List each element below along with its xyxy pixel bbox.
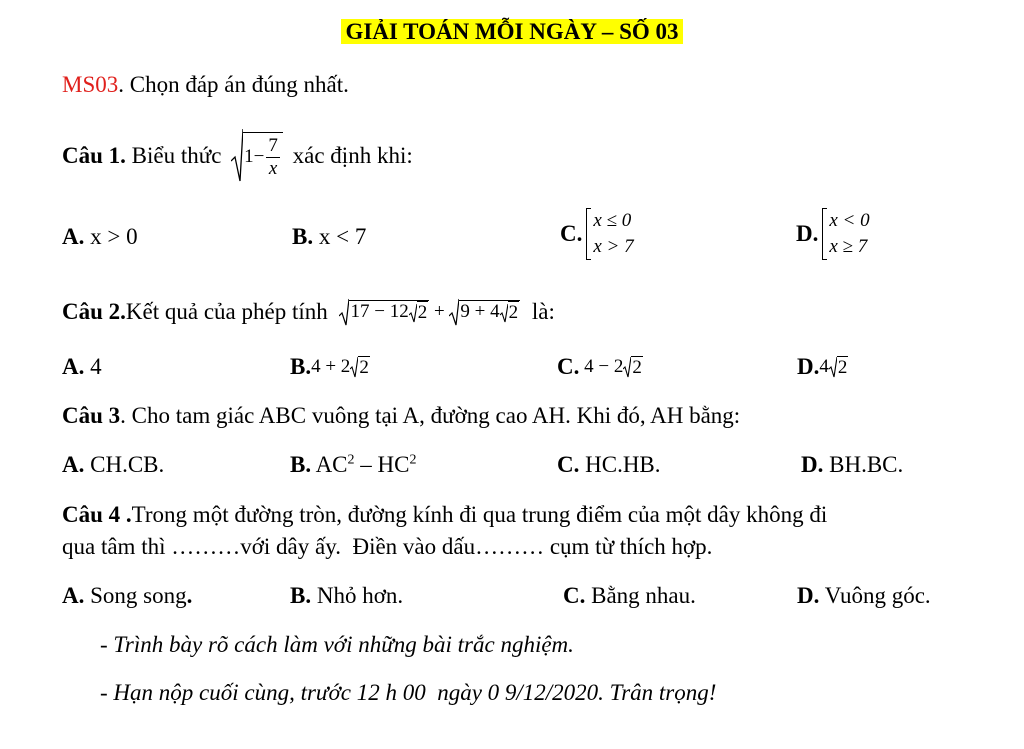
q4-option-d-label: D. [797,583,820,608]
q2-plus: + [429,301,450,322]
q1-option-b-text: x < 7 [313,224,367,249]
page-title-text: GIẢI TOÁN MỖI NGÀY – SỐ 03 [341,19,682,44]
q3-option-c-text: HC.HB. [579,452,661,477]
q3-option-a-label: A. [62,452,85,477]
q1-label: Câu 1. [62,143,126,168]
q4-label: Câu 4 . [62,502,132,527]
page-title [0,19,1024,45]
q2-option-c-root: 2 [632,356,642,378]
q4-option-b[interactable] [290,583,403,609]
q1-option-d-line1: x < 0 [829,210,870,231]
q4-option-c[interactable] [563,583,696,609]
radical-sign-icon [409,303,417,323]
q1-option-a-text: x > 0 [84,224,138,249]
q1-option-c-line2: x > 7 [593,236,634,257]
q3-option-b-label: B. [290,452,312,477]
q2-option-c-text: 4 − 2 [579,356,624,377]
q4-option-b-label: B. [290,583,312,608]
q4-option-d-text: Vuông góc. [819,583,931,608]
q2-option-d[interactable] [797,354,848,380]
q3-option-d-text: BH.BC. [823,452,904,477]
q4-option-b-text: Nhỏ hơn. [311,583,404,608]
q2-expression [339,298,520,326]
q4-line2: qua tâm thì ………với dây ấy. Điền vào dấu……… cụm từ thích hợp. [62,534,713,559]
question-3 [62,403,740,429]
q3-option-c[interactable] [557,452,661,478]
q3-option-b-sup2: 2 [409,452,417,468]
q1-option-c[interactable] [560,208,634,260]
q2-option-b-label: B. [290,354,312,379]
q4-option-a[interactable] [62,583,192,609]
q2-option-b-text: 4 + 2 [311,356,351,377]
intro-text: . Chọn đáp án đúng nhất. [118,72,349,97]
q2-expr1-root: 2 [417,302,428,324]
q2-expr2: 9 + 4 [460,300,500,322]
q1-expr-num: 7 [268,135,278,156]
q3-option-b[interactable] [290,452,416,478]
q1-expression [231,129,283,183]
q2-option-d-text: 4 [819,356,829,377]
q1-expr-one: 1 [244,145,254,167]
q1-option-b-label: B. [292,224,314,249]
q3-option-b-sup1: 2 [347,452,355,468]
q3-option-a-text: CH.CB. [84,452,165,477]
radical-sign-icon [350,356,358,378]
q3-option-d[interactable] [801,452,903,478]
q4-option-a-dot: . [186,583,193,608]
q4-option-a-label: A. [62,583,85,608]
question-4-line-1 [62,502,827,528]
q4-line1: Trong một đường tròn, đường kính đi qua trung điểm của một dây không đi [131,502,828,527]
q4-option-c-text: Bằng nhau. [585,583,696,608]
radical-sign-icon [623,356,631,378]
q1-option-d-label: D. [796,221,819,246]
question-4-line-2 [62,534,712,560]
q4-option-d[interactable] [797,583,931,609]
q3-option-d-label: D. [801,452,824,477]
q1-option-a[interactable] [62,224,138,250]
q2-expr1: 17 − 12 [350,300,409,322]
q2-option-d-root: 2 [837,356,848,378]
question-1 [62,126,413,186]
radical-sign-icon [829,356,837,378]
radical-sign-icon [339,298,349,326]
q1-option-c-system [586,208,633,260]
q4-option-c-label: C. [563,583,586,608]
note-instructions: - Trình bày rõ cách làm với những bài trắc nghiệm. [100,632,574,657]
radical-sign-icon [500,303,508,323]
q2-option-c[interactable] [557,354,643,380]
q1-option-d-line2: x ≥ 7 [829,236,868,257]
q1-option-d[interactable] [796,208,870,260]
q1-option-c-line1: x ≤ 0 [593,210,632,231]
intro-line [62,72,349,98]
q1-expr-den: x [268,158,278,179]
q2-option-c-label: C. [557,354,580,379]
q2-option-b-root: 2 [359,356,369,378]
q2-text-before: Kết quả của phép tính [125,299,334,324]
q2-expr2-root: 2 [508,302,519,324]
q2-option-d-label: D. [797,354,820,379]
q1-option-d-system [822,208,869,260]
q3-option-a[interactable] [62,452,164,478]
q3-option-b-text2: – HC [354,452,410,477]
radical-sign-icon [449,298,459,326]
q4-option-a-text: Song song [84,583,187,608]
q3-label: Câu 3 [62,403,121,428]
q1-option-b[interactable] [292,224,366,250]
intro-code: MS03 [62,72,119,97]
q1-option-a-label: A. [62,224,85,249]
q2-option-a[interactable] [62,354,102,380]
q2-option-b[interactable] [290,354,370,380]
q2-option-a-text: 4 [84,354,102,379]
q1-expr-minus: − [253,145,265,167]
q1-text-after: xác định khi: [286,143,413,168]
question-2 [62,298,555,326]
q3-option-c-label: C. [557,452,580,477]
radical-sign-icon [231,129,243,183]
q2-option-a-label: A. [62,354,85,379]
q1-option-c-label: C. [560,221,583,246]
q2-text-after: là: [526,299,555,324]
note-deadline: - Hạn nộp cuối cùng, trước 12 h 00 ngày 0 9/12/2020. Trân trọng! [100,680,717,705]
q3-option-b-text1: AC [311,452,348,477]
q1-text-before: Biểu thức [125,143,228,168]
q3-text: . Cho tam giác ABC vuông tại A, đường cao AH. Khi đó, AH bằng: [120,403,741,428]
q2-label: Câu 2. [62,299,126,324]
